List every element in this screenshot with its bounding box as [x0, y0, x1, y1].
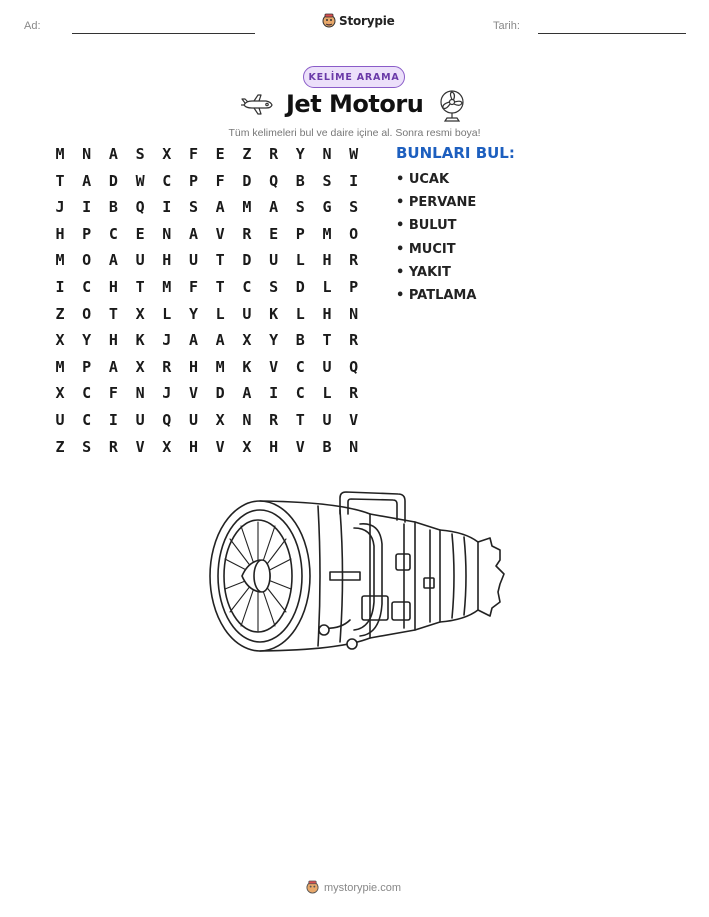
grid-letter[interactable]: W — [135, 171, 145, 190]
grid-letter[interactable]: M — [55, 357, 65, 376]
grid-letter[interactable]: M — [242, 198, 252, 217]
grid-letter[interactable]: C — [295, 357, 305, 376]
grid-letter[interactable]: R — [162, 357, 172, 376]
grid-letter[interactable]: V — [295, 437, 305, 456]
grid-row — [47, 278, 367, 298]
footer — [306, 880, 401, 895]
grid-letter[interactable]: A — [215, 331, 225, 350]
grid-letter[interactable]: P — [82, 224, 92, 243]
grid-row — [47, 305, 367, 325]
grid-letter[interactable]: M — [215, 357, 225, 376]
grid-letter[interactable]: F — [215, 171, 225, 190]
grid-letter[interactable]: L — [295, 304, 305, 323]
grid-letter[interactable]: Z — [55, 304, 65, 323]
grid-letter[interactable]: U — [322, 411, 332, 429]
grid-letter[interactable]: B — [322, 437, 332, 456]
grid-letter[interactable]: O — [82, 304, 92, 323]
grid-letter[interactable]: Q — [269, 171, 279, 190]
grid-row — [47, 225, 367, 245]
grid-letter[interactable]: H — [269, 437, 279, 456]
grid-letter[interactable]: Q — [349, 357, 359, 376]
grid-letter[interactable]: D — [108, 171, 118, 190]
grid-letter[interactable]: U — [55, 411, 65, 429]
grid-letter[interactable]: T — [55, 171, 65, 190]
grid-letter[interactable]: I — [162, 198, 172, 217]
grid-letter[interactable]: S — [349, 198, 359, 217]
grid-letter[interactable]: L — [162, 304, 172, 323]
grid-letter[interactable]: M — [322, 224, 332, 243]
grid-letter[interactable]: L — [215, 304, 225, 323]
grid-letter[interactable]: N — [349, 304, 359, 323]
storypie-logo-icon — [322, 13, 336, 29]
grid-letter[interactable]: A — [82, 171, 92, 190]
grid-letter[interactable]: O — [82, 251, 92, 270]
grid-letter[interactable]: N — [162, 224, 172, 243]
grid-letter[interactable]: C — [108, 224, 118, 243]
grid-letter[interactable]: C — [82, 411, 92, 429]
grid-letter[interactable]: L — [295, 251, 305, 270]
grid-letter[interactable]: J — [162, 331, 172, 350]
grid-letter[interactable]: U — [188, 411, 199, 429]
grid-letter[interactable]: X — [162, 437, 172, 456]
grid-letter[interactable]: H — [188, 357, 199, 376]
grid-letter[interactable]: D — [242, 251, 252, 270]
grid-letter[interactable]: H — [108, 331, 118, 350]
grid-letter[interactable]: N — [322, 145, 332, 163]
jet-engine-illustration — [200, 484, 510, 669]
grid-letter[interactable]: T — [215, 278, 225, 296]
grid-letter[interactable]: R — [349, 251, 359, 270]
grid-letter[interactable]: D — [215, 384, 225, 403]
grid-letter[interactable]: Y — [269, 331, 279, 350]
grid-letter[interactable]: V — [215, 224, 225, 243]
grid-letter[interactable]: B — [295, 331, 305, 350]
grid-letter[interactable]: R — [349, 384, 359, 403]
grid-letter[interactable]: Y — [82, 331, 92, 350]
grid-letter[interactable]: E — [135, 224, 145, 243]
grid-letter[interactable]: S — [82, 437, 92, 456]
grid-letter[interactable]: M — [55, 251, 65, 270]
grid-letter[interactable]: C — [162, 171, 172, 190]
grid-row — [47, 198, 367, 218]
brand — [322, 13, 395, 29]
storypie-logo-icon — [306, 880, 319, 895]
grid-letter[interactable]: X — [55, 384, 65, 403]
name-line[interactable] — [72, 33, 255, 34]
grid-letter[interactable]: I — [108, 411, 118, 429]
grid-letter[interactable]: X — [242, 437, 252, 456]
grid-letter[interactable]: P — [188, 171, 199, 190]
grid-letter[interactable]: F — [188, 145, 199, 163]
grid-letter[interactable]: R — [269, 145, 279, 163]
grid-letter[interactable]: T — [108, 304, 118, 323]
grid-letter[interactable]: R — [108, 437, 118, 456]
grid-letter[interactable]: R — [242, 224, 252, 243]
grid-letter[interactable]: K — [269, 304, 279, 323]
grid-letter[interactable]: T — [322, 331, 332, 350]
grid-letter[interactable]: V — [349, 411, 359, 429]
grid-letter[interactable]: A — [242, 384, 252, 403]
word-item: • BULUT — [396, 218, 457, 233]
word-item: • UCAK — [396, 172, 450, 187]
grid-letter[interactable]: H — [108, 278, 118, 296]
grid-letter[interactable]: U — [269, 251, 279, 270]
grid-letter[interactable]: A — [188, 224, 199, 243]
grid-letter[interactable]: Z — [242, 145, 252, 163]
grid-letter[interactable]: V — [215, 437, 225, 456]
grid-letter[interactable]: U — [322, 357, 332, 376]
grid-letter[interactable]: S — [295, 198, 305, 217]
grid-letter[interactable]: P — [295, 224, 305, 243]
grid-letter[interactable]: Q — [162, 411, 172, 429]
grid-row — [47, 384, 367, 404]
grid-row — [47, 145, 367, 165]
grid-letter[interactable]: U — [242, 304, 252, 323]
grid-letter[interactable]: X — [242, 331, 252, 350]
grid-letter[interactable]: V — [269, 357, 279, 376]
grid-letter[interactable]: X — [162, 145, 172, 163]
grid-letter[interactable]: K — [135, 331, 145, 350]
grid-letter[interactable]: A — [188, 331, 199, 350]
grid-letter[interactable]: C — [82, 384, 92, 403]
grid-letter[interactable]: C — [82, 278, 92, 296]
grid-letter[interactable]: H — [322, 304, 332, 323]
grid-letter[interactable]: X — [135, 304, 145, 323]
grid-letter[interactable]: M — [162, 278, 172, 296]
date-label: Tarih: — [493, 20, 520, 32]
grid-letter[interactable]: S — [322, 171, 332, 190]
grid-letter[interactable]: I — [349, 171, 359, 190]
grid-letter[interactable]: O — [349, 224, 359, 243]
grid-letter[interactable]: S — [135, 145, 145, 163]
word-item: • PERVANE — [396, 195, 477, 210]
grid-letter[interactable]: T — [295, 411, 305, 429]
grid-letter[interactable]: U — [135, 251, 145, 270]
grid-letter[interactable]: I — [55, 278, 65, 296]
grid-letter[interactable]: L — [322, 278, 332, 296]
grid-letter[interactable]: L — [322, 384, 332, 403]
grid-letter[interactable]: I — [269, 384, 279, 403]
grid-letter[interactable]: A — [108, 357, 118, 376]
grid-row — [47, 251, 367, 271]
activity-badge: KELİME ARAMA — [303, 66, 405, 88]
grid-letter[interactable]: C — [242, 278, 252, 296]
grid-letter[interactable]: X — [215, 411, 225, 429]
grid-letter[interactable]: J — [162, 384, 172, 403]
instructions: Tüm kelimeleri bul ve daire içine al. Sonra resmi boya! — [228, 127, 481, 139]
grid-letter[interactable]: G — [322, 198, 332, 217]
grid-letter[interactable]: R — [269, 411, 279, 429]
grid-letter[interactable]: E — [215, 145, 225, 163]
grid-letter[interactable]: U — [135, 411, 145, 429]
grid-letter[interactable]: A — [269, 198, 279, 217]
grid-letter[interactable]: S — [188, 198, 199, 217]
page-title: Jet Motoru — [286, 90, 424, 118]
grid-letter[interactable]: H — [55, 224, 65, 243]
grid-letter[interactable]: D — [295, 278, 305, 296]
grid-letter[interactable]: N — [242, 411, 252, 429]
grid-letter[interactable]: U — [188, 251, 199, 270]
grid-letter[interactable]: K — [242, 357, 252, 376]
grid-letter[interactable]: F — [188, 278, 199, 296]
grid-letter[interactable]: M — [55, 145, 65, 163]
grid-letter[interactable]: W — [349, 145, 359, 163]
name-label: Ad: — [24, 20, 41, 32]
grid-row — [47, 438, 367, 458]
grid-letter[interactable]: X — [135, 357, 145, 376]
grid-letter[interactable]: J — [55, 198, 65, 217]
footer-url[interactable]: mystorypie.com — [324, 881, 402, 894]
grid-letter[interactable]: Z — [55, 437, 65, 456]
grid-row — [47, 358, 367, 378]
grid-letter[interactable]: Y — [188, 304, 199, 323]
grid-letter[interactable]: V — [188, 384, 199, 403]
grid-letter[interactable]: A — [108, 145, 118, 163]
grid-letter[interactable]: A — [108, 251, 118, 270]
brand-name: Storypie — [339, 14, 395, 28]
grid-row — [47, 411, 367, 431]
word-item: • YAKIT — [396, 265, 451, 280]
grid-letter[interactable]: H — [188, 437, 199, 456]
grid-letter[interactable]: I — [82, 198, 92, 217]
grid-letter[interactable]: X — [55, 331, 65, 350]
grid-letter[interactable]: N — [82, 145, 92, 163]
word-list-title: BUNLARI BUL: — [396, 144, 515, 162]
grid-letter[interactable]: C — [295, 384, 305, 403]
grid-row — [47, 172, 367, 192]
grid-letter[interactable]: Y — [295, 145, 305, 163]
grid-letter[interactable]: H — [322, 251, 332, 270]
grid-row — [47, 331, 367, 351]
word-item: • PATLAMA — [396, 288, 477, 303]
grid-letter[interactable]: D — [242, 171, 252, 190]
grid-letter[interactable]: T — [215, 251, 225, 270]
grid-letter[interactable]: F — [108, 384, 118, 403]
fan-icon — [438, 89, 466, 123]
grid-letter[interactable]: E — [269, 224, 279, 243]
grid-letter[interactable]: Q — [135, 198, 145, 217]
date-line[interactable] — [538, 33, 686, 34]
grid-letter[interactable]: T — [135, 278, 145, 296]
grid-letter[interactable]: N — [349, 437, 359, 456]
grid-letter[interactable]: B — [295, 171, 305, 190]
grid-letter[interactable]: V — [135, 437, 145, 456]
grid-letter[interactable]: S — [269, 278, 279, 296]
grid-letter[interactable]: P — [82, 357, 92, 376]
word-item: • MUCIT — [396, 242, 456, 257]
grid-letter[interactable]: A — [215, 198, 225, 217]
grid-letter[interactable]: R — [349, 331, 359, 350]
airplane-icon — [240, 94, 274, 116]
grid-letter[interactable]: B — [108, 198, 118, 217]
grid-letter[interactable]: P — [349, 278, 359, 296]
grid-letter[interactable]: N — [135, 384, 145, 403]
grid-letter[interactable]: H — [162, 251, 172, 270]
